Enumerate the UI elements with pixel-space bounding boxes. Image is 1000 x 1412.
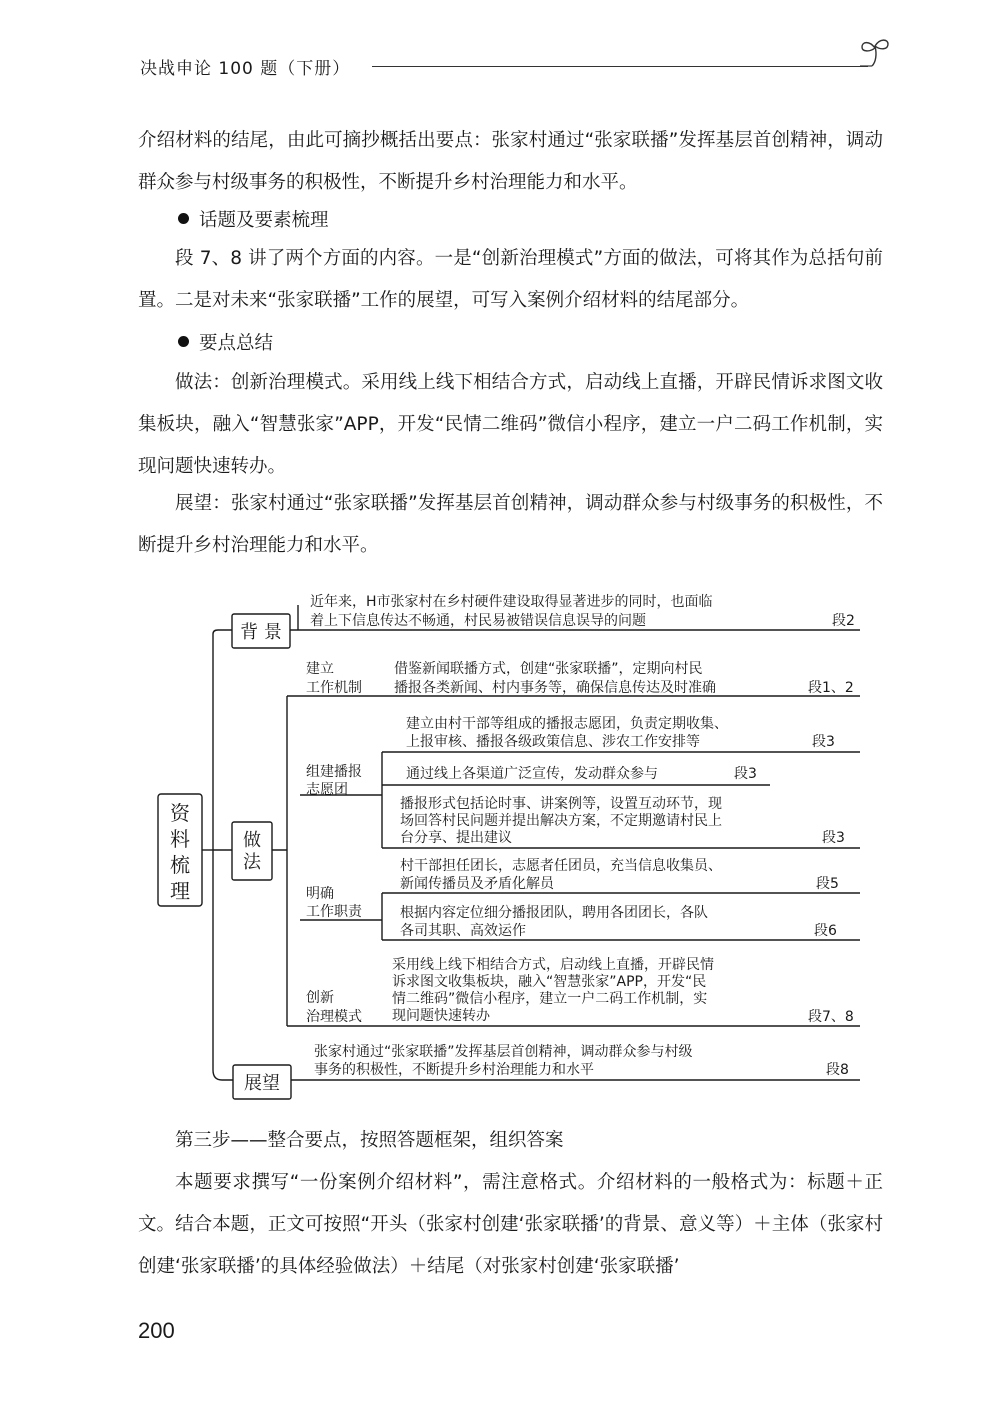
mindmap-ref: 段6 [814, 923, 837, 939]
mindmap-text: 上报审核、播报各级政策信息、涉农工作安排等 [406, 734, 700, 750]
mindmap-text: 根据内容定位细分播报团队，聘用各团团长，各队 [400, 905, 708, 921]
mindmap-text: 场回答村民问题并提出解决方案，不定期邀请村民上 [400, 813, 722, 829]
mindmap-sublabel: 建立 [306, 661, 334, 677]
mindmap-ref: 段1、2 [808, 680, 854, 696]
paragraph-practice: 做法：创新治理模式。采用线上线下相结合方式，启动线上直播，开辟民情诉求图文收集板块，融入“智慧张家”APP，开发“民情二维码”微信小程序，建立一户二码工作机制，实现问题快速转办。 [138, 372, 883, 477]
mindmap-text: 采用线上线下相结合方式，启动线上直播，开辟民情 [392, 957, 714, 973]
running-header-title: 决战申论 100 题（下册） [140, 59, 351, 79]
mindmap-ref: 段3 [734, 766, 757, 782]
mindmap-sublabel: 工作职责 [306, 904, 362, 920]
mindmap-text: 播报形式包括论时事、讲案例等，设置互动环节，现 [400, 796, 722, 812]
mindmap-root-char: 料 [170, 827, 190, 851]
mindmap-text: 播报各类新闻、村内事务等，确保信息传达及时准确 [394, 680, 716, 696]
mindmap-sublabel: 组建播报 [306, 764, 362, 780]
mindmap-sublabel: 工作机制 [306, 680, 362, 696]
mindmap-text: 现问题快速转办 [392, 1008, 490, 1024]
mindmap-ref: 段5 [816, 876, 839, 892]
mindmap-text: 张家村通过“张家联播”发挥基层首创精神，调动群众参与村级 [314, 1044, 693, 1060]
mindmap-text: 新闻传播员及矛盾化解员 [400, 876, 554, 892]
mindmap-text: 村干部担任团长，志愿者任团员，充当信息收集员、 [400, 858, 722, 874]
paragraph-sections-7-8: 段 7、8 讲了两个方面的内容。一是“创新治理模式”方面的做法，可将其作为总括句前置。二是对未来“张家联播”工作的展望，可写入案例介绍材料的结尾部分。 [138, 248, 883, 311]
mindmap-sublabel: 明确 [306, 886, 334, 902]
mindmap-ref: 段2 [832, 613, 855, 629]
mindmap-ref: 段3 [822, 830, 845, 846]
mindmap-text: 着上下信息传达不畅通，村民易被错误信息误导的问题 [310, 613, 646, 629]
mindmap-text: 通过线上各渠道广泛宣传，发动群众参与 [406, 766, 658, 782]
bullet-label: 话题及要素梳理 [199, 210, 329, 231]
mindmap-ref: 段8 [826, 1062, 849, 1078]
mindmap-practice-char: 做 [243, 830, 261, 851]
page-number: 200 [138, 1318, 175, 1343]
mindmap-text: 各司其职、高效运作 [400, 923, 526, 939]
mindmap-background-label: 背 景 [240, 622, 282, 643]
paragraph-intro-ending: 介绍材料的结尾，由此可摘抄概括出要点：张家村通过“张家联播”发挥基层首创精神，调动群众参与村级事务的积极性，不断提升乡村治理能力和水平。 [138, 130, 883, 193]
mindmap-ref: 段7、8 [808, 1009, 854, 1025]
mindmap-text: 近年来，H市张家村在乡村硬件建设取得显著进步的同时，也面临 [310, 594, 713, 610]
step-3-heading: 第三步——整合要点，按照答题框架，组织答案 [175, 1130, 564, 1151]
mindmap-sublabel: 创新 [306, 990, 334, 1006]
mindmap-sublabel: 治理模式 [306, 1009, 362, 1025]
mindmap-text: 借鉴新闻联播方式，创建“张家联播”，定期向村民 [394, 661, 703, 677]
mindmap-text: 情二维码”微信小程序，建立一户二码工作机制，实 [392, 991, 708, 1007]
mindmap-practice-char: 法 [243, 852, 261, 873]
mindmap-outlook-label: 展望 [244, 1073, 280, 1094]
mindmap-sublabel: 志愿团 [306, 782, 348, 798]
paragraph-outlook: 展望：张家村通过“张家联播”发挥基层首创精神，调动群众参与村级事务的积极性，不断提升乡村治理能力和水平。 [138, 493, 883, 556]
paragraph-format: 本题要求撰写“一份案例介绍材料”，需注意格式。介绍材料的一般格式为：标题＋正文。结合本题，正文可按照“开头（张家村创建‘张家联播’的背景、意义等）＋主体（张家村创建‘张家联播’的具体经验做法）＋结尾（对张家村创建‘张家联播’ [138, 1172, 883, 1277]
bullet-label: 要点总结 [199, 333, 274, 354]
mindmap-text: 台分享、提出建议 [400, 830, 512, 846]
mindmap-text: 建立由村干部等组成的播报志愿团，负责定期收集、 [406, 716, 728, 732]
mindmap-text: 事务的积极性，不断提升乡村治理能力和水平 [314, 1062, 594, 1078]
mindmap-root-char: 梳 [170, 853, 190, 877]
mindmap-text: 诉求图文收集板块，融入“智慧张家”APP，开发“民 [392, 974, 707, 990]
mindmap-root-char: 理 [170, 879, 190, 903]
mindmap-root-char: 资 [170, 801, 190, 825]
mindmap-ref: 段3 [812, 734, 835, 750]
